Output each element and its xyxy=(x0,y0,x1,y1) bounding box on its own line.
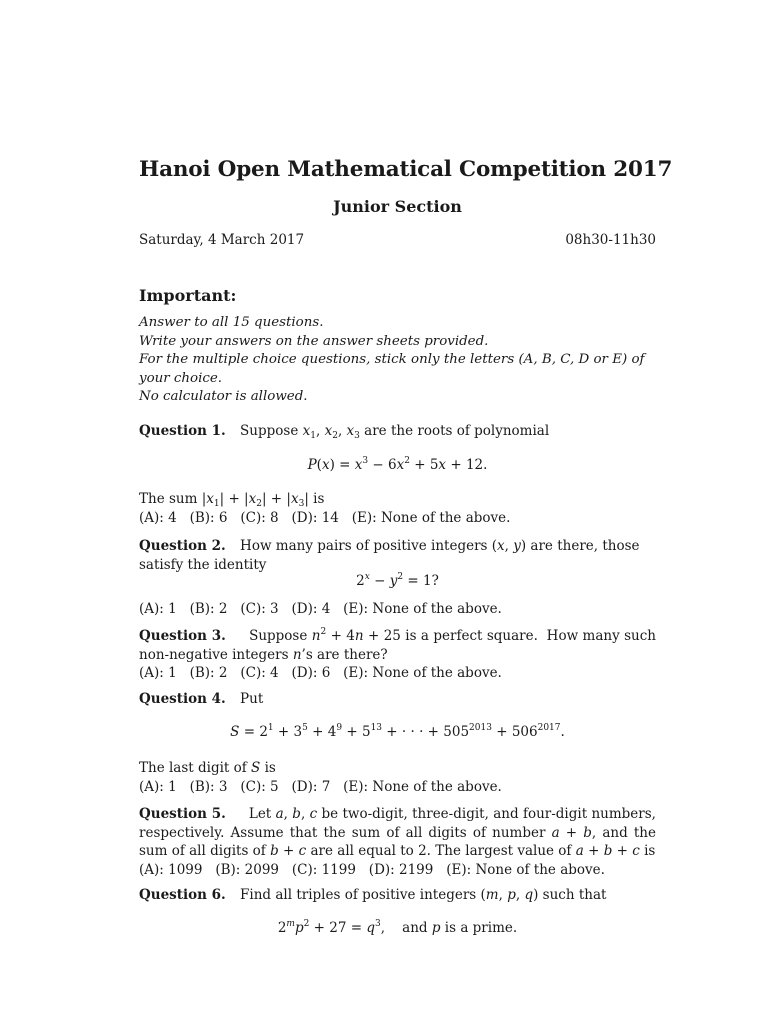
instruction-line: No calculator is allowed. xyxy=(139,389,308,404)
question-text: Suppose $n^2 + 4n + 25$ is a perfect square. How many such non-negative integers n’s are there? xyxy=(139,627,656,663)
question-2 xyxy=(139,537,656,574)
exam-title: Hanoi Open Mathematical Competition 2017 xyxy=(139,157,673,182)
question-1-body xyxy=(139,490,656,527)
equation: $P(x) = x^3 - 6x^2 + 5x + 12$. xyxy=(307,456,488,473)
exam-section: Junior Section xyxy=(333,197,462,216)
question-label: Question 6. xyxy=(139,887,226,903)
answer-options: (A): 4 (B): 6 (C): 8 (D): 14 (E): None of the above. xyxy=(139,509,511,526)
question-text: The last digit of S is xyxy=(139,760,276,776)
question-text: Suppose $x_1$, $x_2$, $x_3$ are the roots of polynomial xyxy=(240,423,550,441)
equation: $S = 2^1 + 3^5 + 4^9 + 5^{13}$ + · · · + $505^{2013} + 506^{2017}$. xyxy=(230,723,565,740)
instruction-line: Write your answers on the answer sheets provided. xyxy=(139,333,489,349)
question-4-body xyxy=(139,759,656,796)
exam-date: Saturday, 4 March 2017 xyxy=(139,232,305,248)
instruction-line: Answer to all 15 questions. xyxy=(139,315,324,330)
question-label: Question 2. xyxy=(139,538,226,554)
question-label: Question 3. xyxy=(139,628,226,644)
equation: $2^mp^2 + 27 = q^3$, and p is a prime. xyxy=(277,919,518,936)
important-instructions xyxy=(139,314,656,407)
equation: $2^x - y^2 = 1$? xyxy=(356,572,439,589)
question-5 xyxy=(139,805,656,879)
question-text: How many pairs of positive integers (x, y) are there, those satisfy the identity xyxy=(139,538,640,573)
answer-options: (A): 1 (B): 2 (C): 4 (D): 6 (E): None of the above. xyxy=(139,665,502,682)
question-6 xyxy=(139,886,656,905)
question-text: Find all triples of positive integers (m, p, q) such that xyxy=(240,887,607,903)
answer-options: (A): 1 (B): 3 (C): 5 (D): 7 (E): None of the above. xyxy=(139,778,502,795)
question-1 xyxy=(139,422,656,441)
question-2-body xyxy=(139,600,656,619)
important-heading: Important: xyxy=(139,286,237,305)
instruction-line: For the multiple choice questions, stick only the letters (A, B, C, D or E) of your choice. xyxy=(139,352,645,386)
exam-time: 08h30-11h30 xyxy=(565,232,656,248)
answer-options: (A): 1 (B): 2 (C): 3 (D): 4 (E): None of the above. xyxy=(139,601,502,617)
question-text: Put xyxy=(240,691,264,707)
question-4 xyxy=(139,690,656,709)
question-label: Question 1. xyxy=(139,423,226,439)
question-text: Let a, b, c be two-digit, three-digit, and four-digit numbers, respectively. Assume that the sum of all digits of number a + b, and the sum of all digits of b + c are all equal to 2. The largest value of a + b + c is xyxy=(139,806,656,860)
answer-options: (A): 1099 (B): 2099 (C): 1199 (D): 2199 (E): None of the above. xyxy=(139,861,605,878)
question-text: The sum $|x_1| + |x_2| + |x_3|$ is xyxy=(139,491,325,509)
question-3 xyxy=(139,627,656,683)
question-label: Question 4. xyxy=(139,691,226,707)
question-label: Question 5. xyxy=(139,806,226,822)
